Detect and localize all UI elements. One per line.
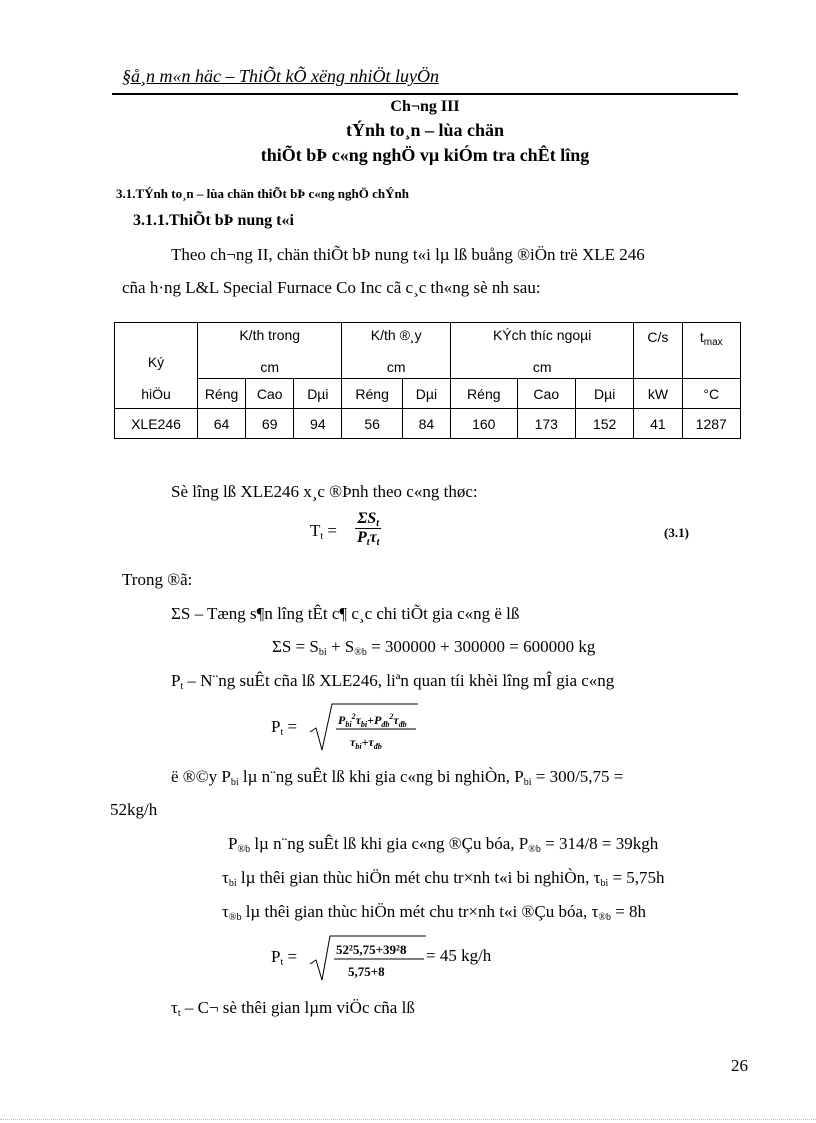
intro-line2: cña h·ng L&L Special Furnace Co Inc cã c¸c th«ng sè nh sau: [122,278,541,297]
sum-equation: $\Sigma S = S_{bi} + S_{®b} = 300000 + 300000 = 600000$ kg [272,637,596,658]
th-rong-3: Réng [450,379,517,409]
th-kt-trong: K/th trong cm [197,323,341,379]
header-rule [112,93,738,95]
table-cell: 64 [197,409,245,439]
pt-calc-numerator: 52²5,75+39²8 [336,942,407,957]
th-kw: kW [634,379,682,409]
sum-definition: ΣS – Tæng s¶n lîng tÊt c¶ c¸c chi tiÕt gia c«ng ë lß [171,604,520,623]
table-cell: 84 [402,409,450,439]
th-tmax: $t_{max}$ [682,323,741,379]
table-cell: 173 [517,409,575,439]
chapter-title-line2: thiÕt bÞ c«ng nghÖ vµ kiÓm tra chÊt lîng [260,145,590,165]
th-kyhieu: Ký hiÖu [115,323,198,409]
pdb-line: $P_{®b}$ lµ n¨ng suÊt lß khi gia c«ng ®Çu bóa, $P_{®b} = 314/8 = 39kgh$ [228,834,659,855]
intro-line1: Theo ch¬ng II, chän thiÕt bÞ nung t«i lµ lß buång ®iÖn trë XLE 246 [171,245,645,264]
subsection-heading: 3.1.1.ThiÕt bÞ nung t«i [133,212,294,229]
chapter-label: Ch¬ng III [390,98,460,115]
furnace-spec-table [114,322,741,439]
th-kt-ngoai: KÝch thíc ngoµi cm [450,323,633,379]
th-rong-2: Réng [342,379,402,409]
section-heading: 3.1.TÝnh to¸n – lùa chän thiÕt bÞ c«ng nghÖ chÝnh [116,186,409,201]
table-cell: XLE246 [115,409,198,439]
table-cell: 69 [246,409,294,439]
table-cell: 1287 [682,409,741,439]
table-cell: 41 [634,409,682,439]
eq1-fraction: $\Sigma S_t$ $P_t\tau_t$ [357,510,380,548]
eq1-number: (3.1) [664,525,689,540]
page-header: §å¸n m«n häc – ThiÕt kÕ xëng nhiÖt luyÖn [122,66,439,86]
svg-text:Pbi2τbi+Pđb2τđb: $P_{bi}^2\tau_{bi}+P_{đb}^2\tau_{đb}$ [338,712,407,729]
th-rong-1: Réng [197,379,245,409]
tdb-line: $\tau_{®b}$ lµ thêi gian thùc hiÖn mét chu tr×nh t«i ®Çu bóa, $\tau_{®b} = 8h$ [222,902,647,923]
tau-definition: $\tau_t$ – C¬ sè thêi gian lµm viÖc cña lß [171,998,415,1019]
count-formula-intro: Sè lîng lß XLE246 x¸c ®Þnh theo c«ng thøc: [171,482,478,501]
tbi-line: $\tau_{bi}$ lµ thêi gian thùc hiÖn mét chu tr×nh t«i bi nghiÒn, $\tau_{bi} = 5,75h$ [222,868,665,889]
th-kt-day: K/th ®¸y cm [342,323,451,379]
th-dai-3: Dµi [575,379,633,409]
pt-definition: $P_t$ – N¨ng suÊt cña lß XLE246, liªn quan tíi khèi lîng mÎ gia c«ng [171,671,615,692]
pt-calc-sqrt [308,934,428,984]
pt-calc-denominator: 5,75+8 [348,964,385,979]
pbi-line: ë ®©y $P_{bi}$ lµ n¨ng suÊt lß khi gia c«ng bi nghiÒn, $P_{bi} = 300/5,75$ = [171,767,624,788]
pt-formula-sqrt [308,702,420,754]
pt-calc-result: = 45 kg/h [426,946,492,965]
table-cell: 56 [342,409,402,439]
table-cell: 152 [575,409,633,439]
page-edge [0,1119,816,1120]
pbi-line-cont: 52kg/h [110,800,158,819]
chapter-title-line1: tÝnh to¸n – lùa chän [345,120,505,140]
where-label: Trong ®ã: [122,570,193,589]
th-cao-3: Cao [517,379,575,409]
pt-calc-lhs: $P_t$ = [271,947,298,968]
table-cell: 94 [294,409,342,439]
th-dai-2: Dµi [402,379,450,409]
eq1-lhs: $T_t$ = [310,521,338,542]
th-cs: C/s [634,323,682,379]
table-cell: 160 [450,409,517,439]
th-cao-1: Cao [246,379,294,409]
th-degc: °C [682,379,741,409]
th-dai-1: Dµi [294,379,342,409]
page-number: 26 [731,1056,748,1075]
svg-text:τbi+τđb: $\tau_{bi}+\tau_{đb}$ [350,735,382,751]
pt-formula-lhs: $P_t$ = [271,717,298,738]
